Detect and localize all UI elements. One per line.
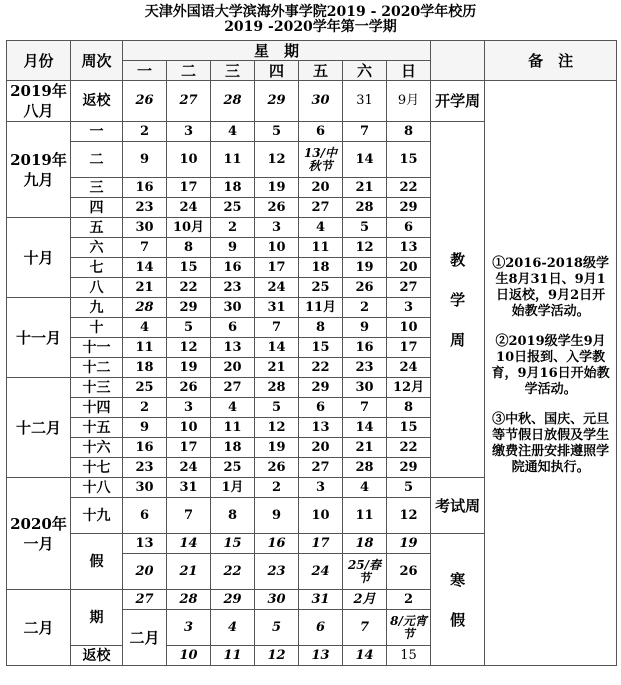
date-cell: 2 [123, 398, 167, 418]
date-cell: 21 [167, 554, 211, 590]
remarks-cell [485, 81, 617, 666]
date-cell: 26 [343, 278, 387, 298]
date-cell: 7 [123, 238, 167, 258]
date-cell: 15 [387, 142, 431, 178]
date-cell: 28 [211, 81, 255, 122]
date-cell: 15 [211, 534, 255, 554]
date-cell: 9 [123, 418, 167, 438]
date-cell: 8 [211, 498, 255, 534]
date-cell: 24 [387, 358, 431, 378]
date-cell: 28 [343, 198, 387, 218]
date-cell: 6 [211, 318, 255, 338]
date-cell: 31 [167, 478, 211, 498]
date-cell: 28 [255, 378, 299, 398]
month-cell-feb: 二月 [123, 610, 167, 666]
date-cell: 30 [255, 590, 299, 610]
date-cell: 11 [343, 498, 387, 534]
date-cell: 11 [211, 142, 255, 178]
date-cell: 21 [343, 438, 387, 458]
date-cell: 3 [387, 298, 431, 318]
date-cell: 6 [299, 610, 343, 646]
date-cell: 14 [343, 142, 387, 178]
date-cell: 10 [167, 418, 211, 438]
date-cell: 30 [299, 81, 343, 122]
week-number: 十三 [71, 378, 123, 398]
date-cell: 5 [255, 122, 299, 142]
date-cell: 9 [255, 498, 299, 534]
date-cell: 26 [167, 378, 211, 398]
date-cell: 27 [299, 198, 343, 218]
month-cell-sep: 2019年九月 [7, 122, 71, 218]
date-cell: 30 [123, 478, 167, 498]
week-number: 十七 [71, 458, 123, 478]
date-cell: 9 [211, 238, 255, 258]
date-cell: 29 [387, 458, 431, 478]
week-number: 十五 [71, 418, 123, 438]
weekday-4: 四 [255, 61, 299, 81]
date-cell: 17 [167, 178, 211, 198]
week-number: 十一 [71, 338, 123, 358]
date-cell: 18 [211, 438, 255, 458]
date-cell: 29 [387, 198, 431, 218]
week-type-exam: 考试周 [431, 478, 485, 534]
type-header [431, 41, 485, 81]
date-cell: 21 [255, 358, 299, 378]
date-cell: 5 [387, 478, 431, 498]
date-cell: 10 [387, 318, 431, 338]
date-cell: 14 [343, 418, 387, 438]
date-cell: 3 [167, 610, 211, 646]
date-cell: 24 [299, 554, 343, 590]
date-cell: 5 [343, 218, 387, 238]
date-cell: 6 [387, 218, 431, 238]
date-cell: 15 [387, 418, 431, 438]
date-cell: 13 [123, 534, 167, 554]
month-cell-oct: 十月 [7, 218, 71, 298]
date-cell: 22 [387, 178, 431, 198]
date-cell: 6 [299, 122, 343, 142]
date-cell: 8/元宵节 [387, 610, 431, 646]
date-cell: 30 [343, 378, 387, 398]
remark-note: ①2016-2018级学生8月31日、9月1日返校，9月2日开始教学活动。 [492, 256, 609, 319]
date-cell: 22 [211, 554, 255, 590]
date-cell: 18 [123, 358, 167, 378]
date-cell: 10月 [167, 218, 211, 238]
date-cell: 14 [343, 646, 387, 666]
date-cell: 26 [255, 198, 299, 218]
date-cell: 27 [299, 458, 343, 478]
weekday-3: 三 [211, 61, 255, 81]
date-cell: 17 [255, 258, 299, 278]
date-cell: 10 [255, 238, 299, 258]
week-row [7, 81, 617, 122]
date-cell: 11 [211, 646, 255, 666]
week-number: 期 [71, 590, 123, 646]
date-cell: 7 [343, 398, 387, 418]
date-cell: 7 [255, 318, 299, 338]
week-number: 六 [71, 238, 123, 258]
date-cell: 13 [211, 338, 255, 358]
date-cell: 4 [343, 478, 387, 498]
date-cell: 22 [299, 358, 343, 378]
date-cell: 7 [167, 498, 211, 534]
date-cell: 17 [299, 534, 343, 554]
date-cell: 27 [123, 590, 167, 610]
date-cell: 19 [167, 358, 211, 378]
date-cell: 4 [299, 218, 343, 238]
date-cell: 20 [299, 438, 343, 458]
date-cell: 30 [123, 218, 167, 238]
week-header: 周次 [71, 41, 123, 81]
month-cell-dec: 十二月 [7, 378, 71, 478]
week-number: 十六 [71, 438, 123, 458]
date-cell: 5 [167, 318, 211, 338]
date-cell: 23 [123, 458, 167, 478]
date-cell: 20 [387, 258, 431, 278]
page-title: 天津外国语大学滨海外事学院2019 - 2020学年校历 [144, 4, 477, 20]
date-cell: 27 [167, 81, 211, 122]
date-cell: 21 [123, 278, 167, 298]
remarks-header: 备 注 [485, 41, 617, 81]
week-number: 四 [71, 198, 123, 218]
date-cell: 23 [255, 554, 299, 590]
date-cell: 3 [255, 218, 299, 238]
date-cell: 28 [343, 458, 387, 478]
week-number: 三 [71, 178, 123, 198]
date-cell: 13/中秋节 [299, 142, 343, 178]
date-cell: 17 [167, 438, 211, 458]
week-type-teaching: 教 学 周 [431, 122, 485, 478]
weekday-5: 五 [299, 61, 343, 81]
school-calendar-table [6, 40, 617, 666]
date-cell: 12 [387, 498, 431, 534]
date-cell: 19 [343, 258, 387, 278]
date-cell: 25 [211, 458, 255, 478]
date-cell: 7 [343, 122, 387, 142]
weekday-2: 二 [167, 61, 211, 81]
date-cell: 21 [343, 178, 387, 198]
date-cell: 30 [211, 298, 255, 318]
remark-note: ②2019级学生9月10日报到、入学教育，9月16日开始教学活动。 [491, 334, 610, 397]
date-cell: 23 [211, 278, 255, 298]
date-cell: 12 [167, 338, 211, 358]
date-cell: 18 [211, 178, 255, 198]
date-cell: 27 [211, 378, 255, 398]
date-cell: 20 [299, 178, 343, 198]
date-cell: 19 [387, 534, 431, 554]
date-cell: 26 [387, 554, 431, 590]
date-cell: 31 [343, 81, 387, 122]
date-cell: 22 [167, 278, 211, 298]
date-cell: 11 [123, 338, 167, 358]
date-cell: 16 [343, 338, 387, 358]
weekday-1: 一 [123, 61, 167, 81]
date-cell: 28 [123, 298, 167, 318]
date-cell: 18 [343, 534, 387, 554]
date-cell: 14 [255, 338, 299, 358]
date-cell: 8 [167, 238, 211, 258]
date-cell: 9 [343, 318, 387, 338]
date-cell: 19 [255, 178, 299, 198]
semester-subtitle: 2019 -2020学年第一学期 [224, 19, 397, 35]
date-cell: 13 [387, 238, 431, 258]
week-number: 二 [71, 142, 123, 178]
date-cell: 9月 [387, 81, 431, 122]
date-cell: 20 [123, 554, 167, 590]
week-number: 返校 [71, 646, 123, 666]
week-number: 七 [71, 258, 123, 278]
date-cell: 12 [343, 238, 387, 258]
date-cell: 15 [387, 646, 431, 666]
date-cell: 29 [167, 298, 211, 318]
date-cell: 3 [167, 398, 211, 418]
date-cell: 2 [123, 122, 167, 142]
date-cell: 11月 [299, 298, 343, 318]
date-cell: 24 [167, 458, 211, 478]
date-cell: 4 [211, 398, 255, 418]
week-number: 十九 [71, 498, 123, 534]
week-number: 八 [71, 278, 123, 298]
date-cell: 16 [255, 534, 299, 554]
date-cell: 5 [255, 398, 299, 418]
week-number: 假 [71, 534, 123, 590]
date-cell: 2月 [343, 590, 387, 610]
date-cell: 14 [167, 534, 211, 554]
date-cell: 20 [211, 358, 255, 378]
date-cell: 10 [167, 646, 211, 666]
date-cell: 2 [387, 590, 431, 610]
date-cell: 3 [299, 478, 343, 498]
date-cell: 14 [123, 258, 167, 278]
month-cell-nov: 十一月 [7, 298, 71, 378]
date-cell: 4 [211, 610, 255, 646]
date-cell: 26 [123, 81, 167, 122]
date-cell: 25 [299, 278, 343, 298]
date-cell: 10 [167, 142, 211, 178]
date-cell: 13 [299, 418, 343, 438]
date-cell: 27 [387, 278, 431, 298]
date-cell: 8 [387, 122, 431, 142]
date-cell: 18 [299, 258, 343, 278]
date-cell: 15 [167, 258, 211, 278]
date-cell: 16 [123, 178, 167, 198]
week-number: 一 [71, 122, 123, 142]
date-cell: 2 [211, 218, 255, 238]
date-cell: 2 [255, 478, 299, 498]
date-cell: 6 [123, 498, 167, 534]
date-cell: 9 [123, 142, 167, 178]
month-cell-aug: 2019年八月 [7, 81, 71, 122]
date-cell: 7 [343, 610, 387, 646]
month-cell-feb: 二月 [7, 590, 71, 666]
date-cell: 12 [255, 646, 299, 666]
date-cell: 15 [299, 338, 343, 358]
date-cell: 25/春节 [343, 554, 387, 590]
date-cell: 3 [167, 122, 211, 142]
date-cell: 31 [299, 590, 343, 610]
date-cell: 24 [167, 198, 211, 218]
date-cell: 8 [387, 398, 431, 418]
month-header: 月份 [7, 41, 71, 81]
week-number: 九 [71, 298, 123, 318]
date-cell: 19 [255, 438, 299, 458]
week-number: 十四 [71, 398, 123, 418]
week-number: 五 [71, 218, 123, 238]
date-cell: 8 [299, 318, 343, 338]
date-cell: 2 [343, 298, 387, 318]
week-number: 十八 [71, 478, 123, 498]
weekday-header: 星 期 [123, 41, 431, 61]
date-cell: 23 [123, 198, 167, 218]
date-cell: 5 [255, 610, 299, 646]
date-cell: 31 [255, 298, 299, 318]
date-cell: 29 [299, 378, 343, 398]
date-cell: 24 [255, 278, 299, 298]
date-cell: 17 [387, 338, 431, 358]
date-cell: 1月 [211, 478, 255, 498]
month-cell-jan: 2020年一月 [7, 478, 71, 590]
date-cell: 16 [123, 438, 167, 458]
date-cell: 11 [299, 238, 343, 258]
date-cell: 11 [211, 418, 255, 438]
week-type-opening: 开学周 [431, 81, 485, 122]
remark-note: ③中秋、国庆、元旦等节假日放假及学生缴费注册安排遵照学院通知执行。 [492, 412, 610, 475]
date-cell: 13 [299, 646, 343, 666]
date-cell: 4 [211, 122, 255, 142]
date-cell: 25 [123, 378, 167, 398]
date-cell: 26 [255, 458, 299, 478]
date-cell: 12月 [387, 378, 431, 398]
date-cell: 16 [211, 258, 255, 278]
week-number: 十二 [71, 358, 123, 378]
date-cell: 12 [255, 418, 299, 438]
date-cell: 25 [211, 198, 255, 218]
week-number: 返校 [71, 81, 123, 122]
date-cell: 12 [255, 142, 299, 178]
week-type-winter: 寒 假 [431, 534, 485, 666]
date-cell: 6 [299, 398, 343, 418]
date-cell: 22 [387, 438, 431, 458]
date-cell: 4 [123, 318, 167, 338]
date-cell: 29 [211, 590, 255, 610]
weekday-6: 六 [343, 61, 387, 81]
weekday-7: 日 [387, 61, 431, 81]
date-cell: 10 [299, 498, 343, 534]
date-cell: 29 [255, 81, 299, 122]
week-number: 十 [71, 318, 123, 338]
date-cell: 28 [167, 590, 211, 610]
date-cell: 23 [343, 358, 387, 378]
